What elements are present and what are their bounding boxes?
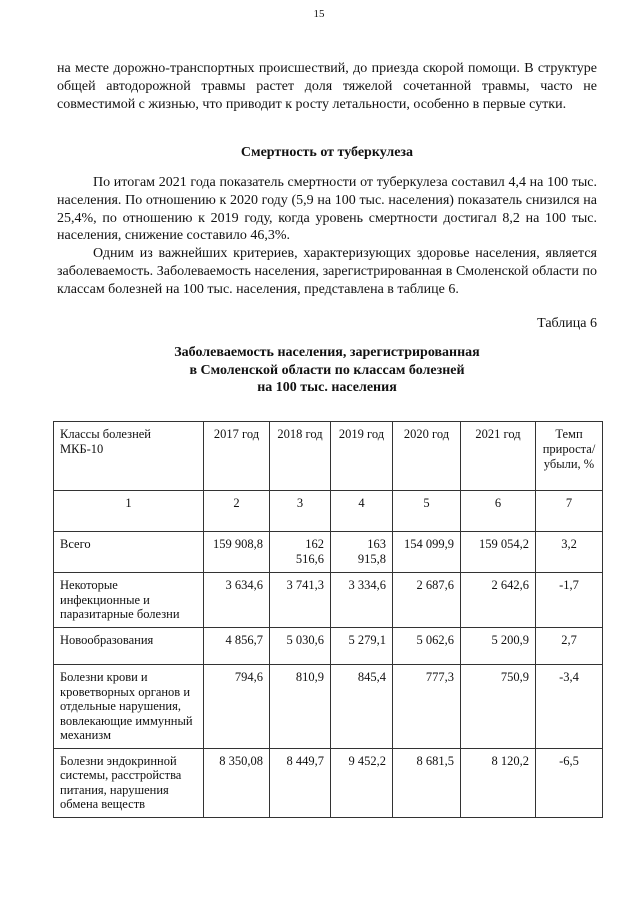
growth-rate: -6,5 [536, 748, 603, 817]
value-2018: 3 741,3 [270, 573, 331, 628]
table-row [54, 665, 603, 749]
disease-class-name: Болезни эндокринной системы, расстройства питания, нарушения обмена веществ [54, 748, 204, 817]
growth-rate: -3,4 [536, 665, 603, 749]
growth-rate: -1,7 [536, 573, 603, 628]
value-2017: 4 856,7 [204, 628, 270, 665]
column-number: 5 [393, 491, 461, 532]
value-2020: 5 062,6 [393, 628, 461, 665]
column-number: 1 [54, 491, 204, 532]
value-2020: 2 687,6 [393, 573, 461, 628]
value-2018: 810,9 [270, 665, 331, 749]
header-disease-class: Классы болезней МКБ-10 [54, 422, 204, 491]
header-year-2019: 2019 год [331, 422, 393, 491]
value-2019: 9 452,2 [331, 748, 393, 817]
value-2017: 8 350,08 [204, 748, 270, 817]
disease-class-name: Болезни крови и кроветворных органов и отдельные нарушения, вовлекающие иммунный механизм [54, 665, 204, 749]
value-2021: 159 054,2 [461, 532, 536, 573]
header-year-2021: 2021 год [461, 422, 536, 491]
value-2019: 5 279,1 [331, 628, 393, 665]
value-2017: 794,6 [204, 665, 270, 749]
disease-class-name: Новообразования [54, 628, 204, 665]
value-2017: 3 634,6 [204, 573, 270, 628]
intro-paragraph: на месте дорожно-транспортных происшествий, до приезда скорой помощи. В структуре общей автодорожной травмы растет доля тяжелой сочетанной травмы, часто не совместимой с жизнью, что приводит к росту летальности, особенно в первые сутки. [57, 61, 597, 112]
value-2020: 154 099,9 [393, 532, 461, 573]
column-number: 2 [204, 491, 270, 532]
value-2019: 845,4 [331, 665, 393, 749]
value-2017: 159 908,8 [204, 532, 270, 573]
column-number: 3 [270, 491, 331, 532]
value-2021: 750,9 [461, 665, 536, 749]
table-title [57, 344, 597, 397]
value-2021: 5 200,9 [461, 628, 536, 665]
table-row [54, 573, 603, 628]
table-row [54, 748, 603, 817]
value-2020: 777,3 [393, 665, 461, 749]
table-header-row [54, 422, 603, 491]
header-year-2018: 2018 год [270, 422, 331, 491]
morbidity-intro-paragraph: Одним из важнейших критериев, характеризующих здоровье населения, является заболеваемость. Заболеваемость населения, зарегистрированная в Смоленской области по классам болезней на 100 тыс. населения, представлена в таблице 6. [57, 246, 597, 297]
column-number: 6 [461, 491, 536, 532]
page-number: 15 [313, 8, 325, 20]
value-2019: 163 915,8 [331, 532, 393, 573]
growth-rate: 2,7 [536, 628, 603, 665]
column-number-row [54, 491, 603, 532]
disease-class-name: Некоторые инфекционные и паразитарные болезни [54, 573, 204, 628]
column-number: 4 [331, 491, 393, 532]
table-title-line: на 100 тыс. населения [257, 380, 397, 395]
growth-rate: 3,2 [536, 532, 603, 573]
morbidity-table [53, 421, 603, 818]
table-row [54, 628, 603, 665]
header-year-2017: 2017 год [204, 422, 270, 491]
header-year-2020: 2020 год [393, 422, 461, 491]
table-title-line: Заболеваемость населения, зарегистрированная [174, 345, 480, 360]
value-2021: 8 120,2 [461, 748, 536, 817]
value-2019: 3 334,6 [331, 573, 393, 628]
tb-mortality-paragraph: По итогам 2021 года показатель смертности от туберкулеза составил 4,4 на 100 тыс. населения. По отношению к 2020 году (5,9 на 100 тыс. населения) показатель снизился на 25,4%, по отношению к 2019 году, когда уровень смертности достигал 8,2 на 100 тыс. населения, снижение составило 46,3%. [57, 175, 597, 244]
table-label: Таблица 6 [537, 316, 597, 331]
value-2020: 8 681,5 [393, 748, 461, 817]
disease-class-name: Всего [54, 532, 204, 573]
table-row [54, 532, 603, 573]
value-2018: 5 030,6 [270, 628, 331, 665]
value-2018: 8 449,7 [270, 748, 331, 817]
section-heading: Смертность от туберкулеза [240, 145, 414, 160]
value-2018: 162 516,6 [270, 532, 331, 573]
value-2021: 2 642,6 [461, 573, 536, 628]
header-growth-rate: Темп прироста/ убыли, % [536, 422, 603, 491]
column-number: 7 [536, 491, 603, 532]
table-title-line: в Смоленской области по классам болезней [189, 362, 465, 378]
